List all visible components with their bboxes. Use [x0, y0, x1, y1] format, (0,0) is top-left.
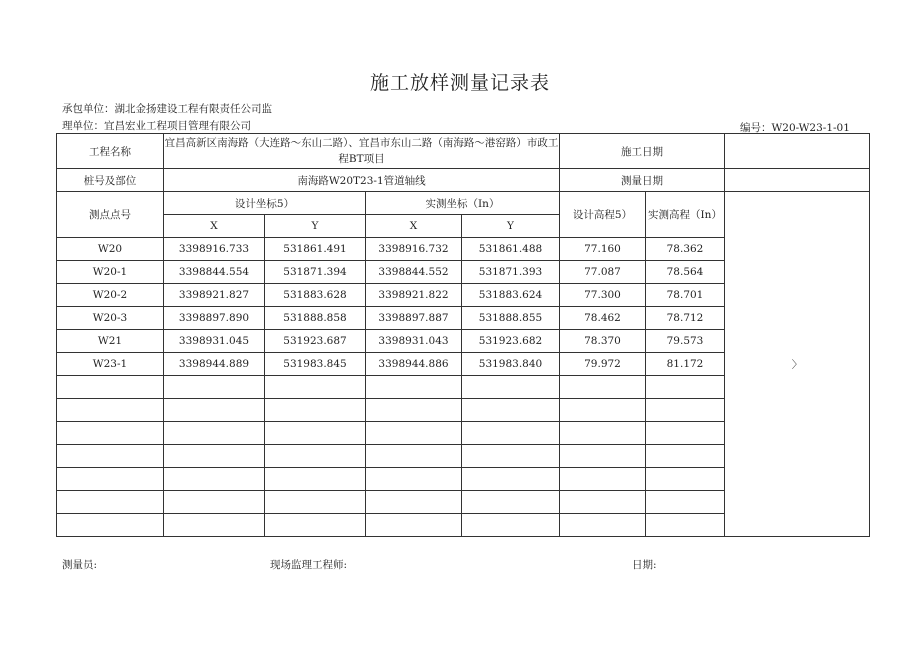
- point-cell: W23-1: [57, 353, 164, 376]
- design-elev-cell: 78.462: [560, 307, 646, 330]
- measured-x-cell: 3398844.552: [366, 261, 462, 284]
- survey-table: [56, 133, 870, 537]
- measured-x-cell: 3398921.822: [366, 284, 462, 307]
- point-cell: W20-2: [57, 284, 164, 307]
- design-x-cell: 3398944.889: [164, 353, 265, 376]
- design-x-cell: 3398921.827: [164, 284, 265, 307]
- design-x-label: X: [164, 215, 265, 238]
- measured-elev-cell: 78.712: [646, 307, 725, 330]
- measured-y-cell: 531888.855: [462, 307, 560, 330]
- design-y-cell: 531871.394: [265, 261, 366, 284]
- design-x-cell: 3398916.733: [164, 238, 265, 261]
- construction-date-value: [725, 134, 870, 169]
- contractor-line: 承包单位：湖北金扬建设工程有限责任公司监: [62, 103, 272, 115]
- surveyor-label: 测量员:: [62, 559, 98, 571]
- measured-elev-cell: 79.573: [646, 330, 725, 353]
- measured-y-cell: 531883.624: [462, 284, 560, 307]
- point-label: 测点点号: [57, 192, 164, 238]
- design-x-cell: 3398844.554: [164, 261, 265, 284]
- construction-date-label: 施工日期: [560, 134, 725, 169]
- design-elev-cell: 77.160: [560, 238, 646, 261]
- measured-coord-label: 实测坐标（In）: [366, 192, 560, 215]
- design-y-label: Y: [265, 215, 366, 238]
- point-cell: W20: [57, 238, 164, 261]
- measured-y-cell: 531871.393: [462, 261, 560, 284]
- design-x-cell: 3398931.045: [164, 330, 265, 353]
- design-y-cell: 531923.687: [265, 330, 366, 353]
- measured-y-cell: 531861.488: [462, 238, 560, 261]
- point-cell: W20-1: [57, 261, 164, 284]
- measured-y-cell: 531983.840: [462, 353, 560, 376]
- measured-elev-cell: 78.564: [646, 261, 725, 284]
- design-x-cell: 3398897.890: [164, 307, 265, 330]
- station-label: 桩号及部位: [57, 169, 164, 192]
- measured-x-label: X: [366, 215, 462, 238]
- design-coord-label: 设计坐标5）: [164, 192, 366, 215]
- survey-date-label: 测量日期: [560, 169, 725, 192]
- side-mark: 〉: [791, 358, 803, 371]
- side-column: [725, 192, 870, 537]
- measured-x-cell: 3398916.732: [366, 238, 462, 261]
- survey-date-value: [725, 169, 870, 192]
- point-cell: W21: [57, 330, 164, 353]
- design-y-cell: 531983.845: [265, 353, 366, 376]
- measured-elev-cell: 78.362: [646, 238, 725, 261]
- design-elev-cell: 79.972: [560, 353, 646, 376]
- project-value: 宜昌高新区南海路（大连路～东山二路）、宜昌市东山二路（南海路～港窑路）市政工程BT项目: [164, 134, 560, 169]
- measured-x-cell: 3398944.886: [366, 353, 462, 376]
- project-label: 工程名称: [57, 134, 164, 169]
- station-value: 南海路W20T23-1管道轴线: [164, 169, 560, 192]
- design-y-cell: 531888.858: [265, 307, 366, 330]
- measured-elev-label: 实测高程（In）: [646, 192, 725, 238]
- measured-y-label: Y: [462, 215, 560, 238]
- point-cell: W20-3: [57, 307, 164, 330]
- measured-elev-cell: 78.701: [646, 284, 725, 307]
- engineer-label: 现场监理工程师:: [270, 559, 348, 571]
- design-y-cell: 531861.491: [265, 238, 366, 261]
- design-elev-cell: 78.370: [560, 330, 646, 353]
- design-y-cell: 531883.628: [265, 284, 366, 307]
- measured-x-cell: 3398897.887: [366, 307, 462, 330]
- design-elev-cell: 77.087: [560, 261, 646, 284]
- measured-y-cell: 531923.682: [462, 330, 560, 353]
- document-code: 编号：W20-W23-1-01: [740, 122, 850, 134]
- measured-x-cell: 3398931.043: [366, 330, 462, 353]
- design-elev-label: 设计高程5）: [560, 192, 646, 238]
- measured-elev-cell: 81.172: [646, 353, 725, 376]
- date-label: 日期:: [632, 559, 657, 571]
- supervisor-line: 理单位：宜昌宏业工程项目管理有限公司: [62, 120, 251, 132]
- design-elev-cell: 77.300: [560, 284, 646, 307]
- page-title: 施工放样测量记录表: [369, 72, 550, 94]
